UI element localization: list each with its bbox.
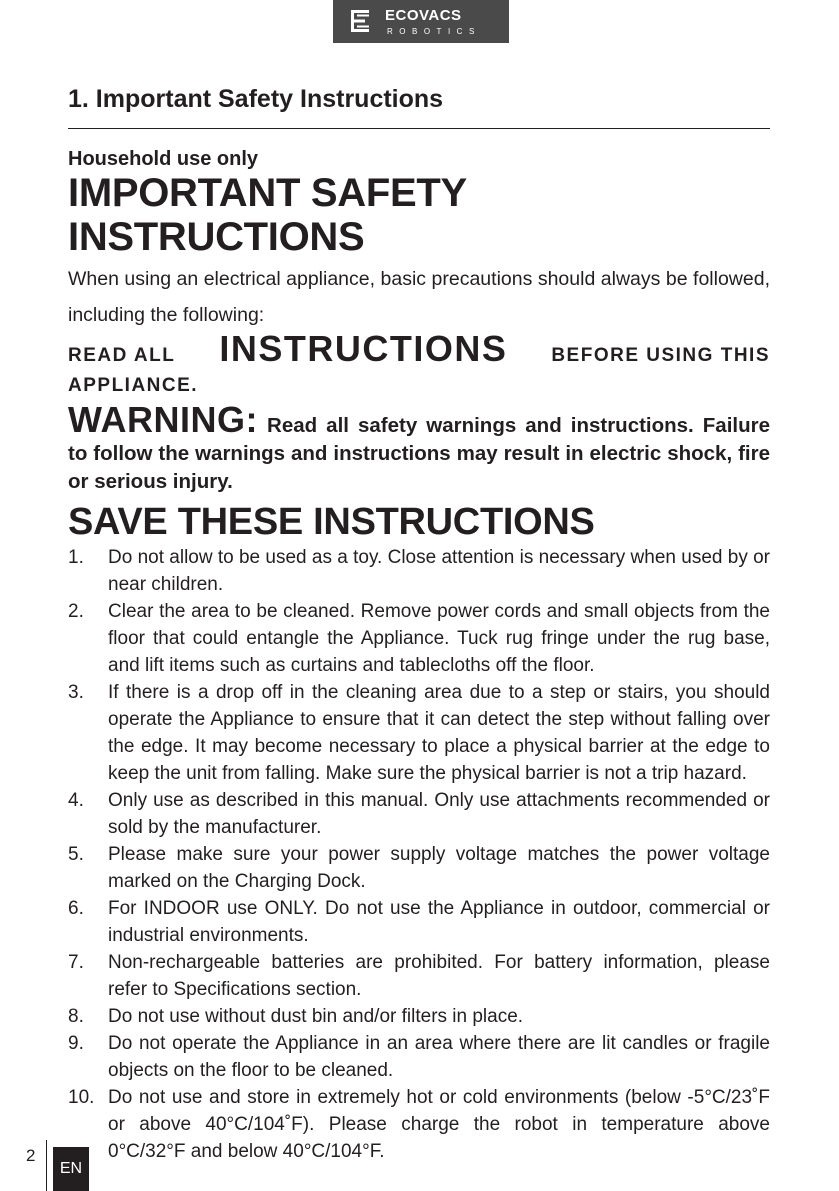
instruction-text: If there is a drop off in the cleaning area due to a step or stairs, you should operate the Appliance to ensure that it can detect the step without falling over the edge. It may become necessary to place a physical barrier at the edge to keep the unit from falling. Make sure the physical barrier is not a trip hazard. (108, 682, 770, 784)
instruction-number: 3. (68, 682, 84, 703)
instruction-number: 2. (68, 601, 84, 622)
instruction-text: Non-rechargeable batteries are prohibited. For battery information, please refer to Specifications section. (108, 952, 770, 1000)
instruction-number: 10. (68, 1087, 95, 1108)
instruction-item (68, 787, 770, 841)
instruction-item (68, 1084, 770, 1165)
page-number: 2 (26, 1146, 36, 1165)
warning-paragraph (68, 399, 770, 496)
instruction-number: 5. (68, 844, 84, 865)
instruction-item (68, 841, 770, 895)
instruction-list (68, 544, 770, 1165)
household-use-note: Household use only (68, 148, 259, 170)
instructions-emphasis: INSTRUCTIONS (219, 328, 508, 369)
before-using-text: BEFORE USING THIS (551, 345, 770, 366)
instruction-item (68, 598, 770, 679)
warning-label: WARNING: (68, 399, 258, 440)
page-divider (46, 1140, 47, 1191)
safety-content (68, 145, 770, 1165)
section-title: 1. Important Safety Instructions (68, 85, 444, 113)
instruction-number: 7. (68, 952, 84, 973)
instruction-text: Do not allow to be used as a toy. Close attention is necessary when used by or near children. (108, 547, 770, 595)
save-instructions-heading: SAVE THESE INSTRUCTIONS (68, 501, 595, 543)
language-tab: EN (53, 1147, 89, 1191)
instruction-item (68, 1003, 770, 1030)
read-all-text: READ ALL (68, 345, 176, 366)
instruction-text: For INDOOR use ONLY. Do not use the Appliance in outdoor, commercial or industrial environments. (108, 898, 770, 946)
instruction-item (68, 895, 770, 949)
instruction-number: 1. (68, 547, 84, 568)
ecovacs-logo (333, 0, 509, 43)
instruction-item (68, 1030, 770, 1084)
warning-text: Read all safety warnings and instructions. Failure to follow the warnings and instructions may result in electric shock, fire or serious injury. (68, 414, 770, 493)
instruction-number: 6. (68, 898, 84, 919)
instruction-text: Do not use and store in extremely hot or cold environments (below -5°C/23˚F or above 40°C/104˚F). Please charge the robot in temperature above 0°C/32°F and below 40°C/104°F. (108, 1087, 770, 1162)
title-divider (68, 128, 770, 129)
instruction-item (68, 544, 770, 598)
instruction-text: Do not use without dust bin and/or filters in place. (108, 1006, 524, 1027)
instruction-number: 4. (68, 790, 84, 811)
instruction-number: 9. (68, 1033, 84, 1054)
instruction-number: 8. (68, 1006, 84, 1027)
intro-paragraph: When using an electrical appliance, basic precautions should always be followed, including the following: (68, 268, 770, 326)
instruction-item (68, 679, 770, 787)
logo-subtitle: ROBOTICS (387, 27, 481, 36)
instruction-text: Clear the area to be cleaned. Remove power cords and small objects from the floor that could entangle the Appliance. Tuck rug fringe under the rug base, and lift items such as curtains and tablecloths off the floor. (108, 601, 770, 676)
main-heading: IMPORTANT SAFETY INSTRUCTIONS (68, 171, 467, 259)
instruction-text: Do not operate the Appliance in an area where there are lit candles or fragile objects on the floor to be cleaned. (108, 1033, 770, 1081)
instruction-item (68, 949, 770, 1003)
appliance-text: APPLIANCE. (68, 375, 199, 396)
logo-wordmark: ECOVACS (385, 7, 462, 24)
ecovacs-logo-icon (351, 10, 369, 32)
instruction-text: Only use as described in this manual. Only use attachments recommended or sold by the manufacturer. (108, 790, 770, 838)
read-instructions-line (68, 328, 770, 372)
instruction-text: Please make sure your power supply voltage matches the power voltage marked on the Charging Dock. (108, 844, 770, 892)
